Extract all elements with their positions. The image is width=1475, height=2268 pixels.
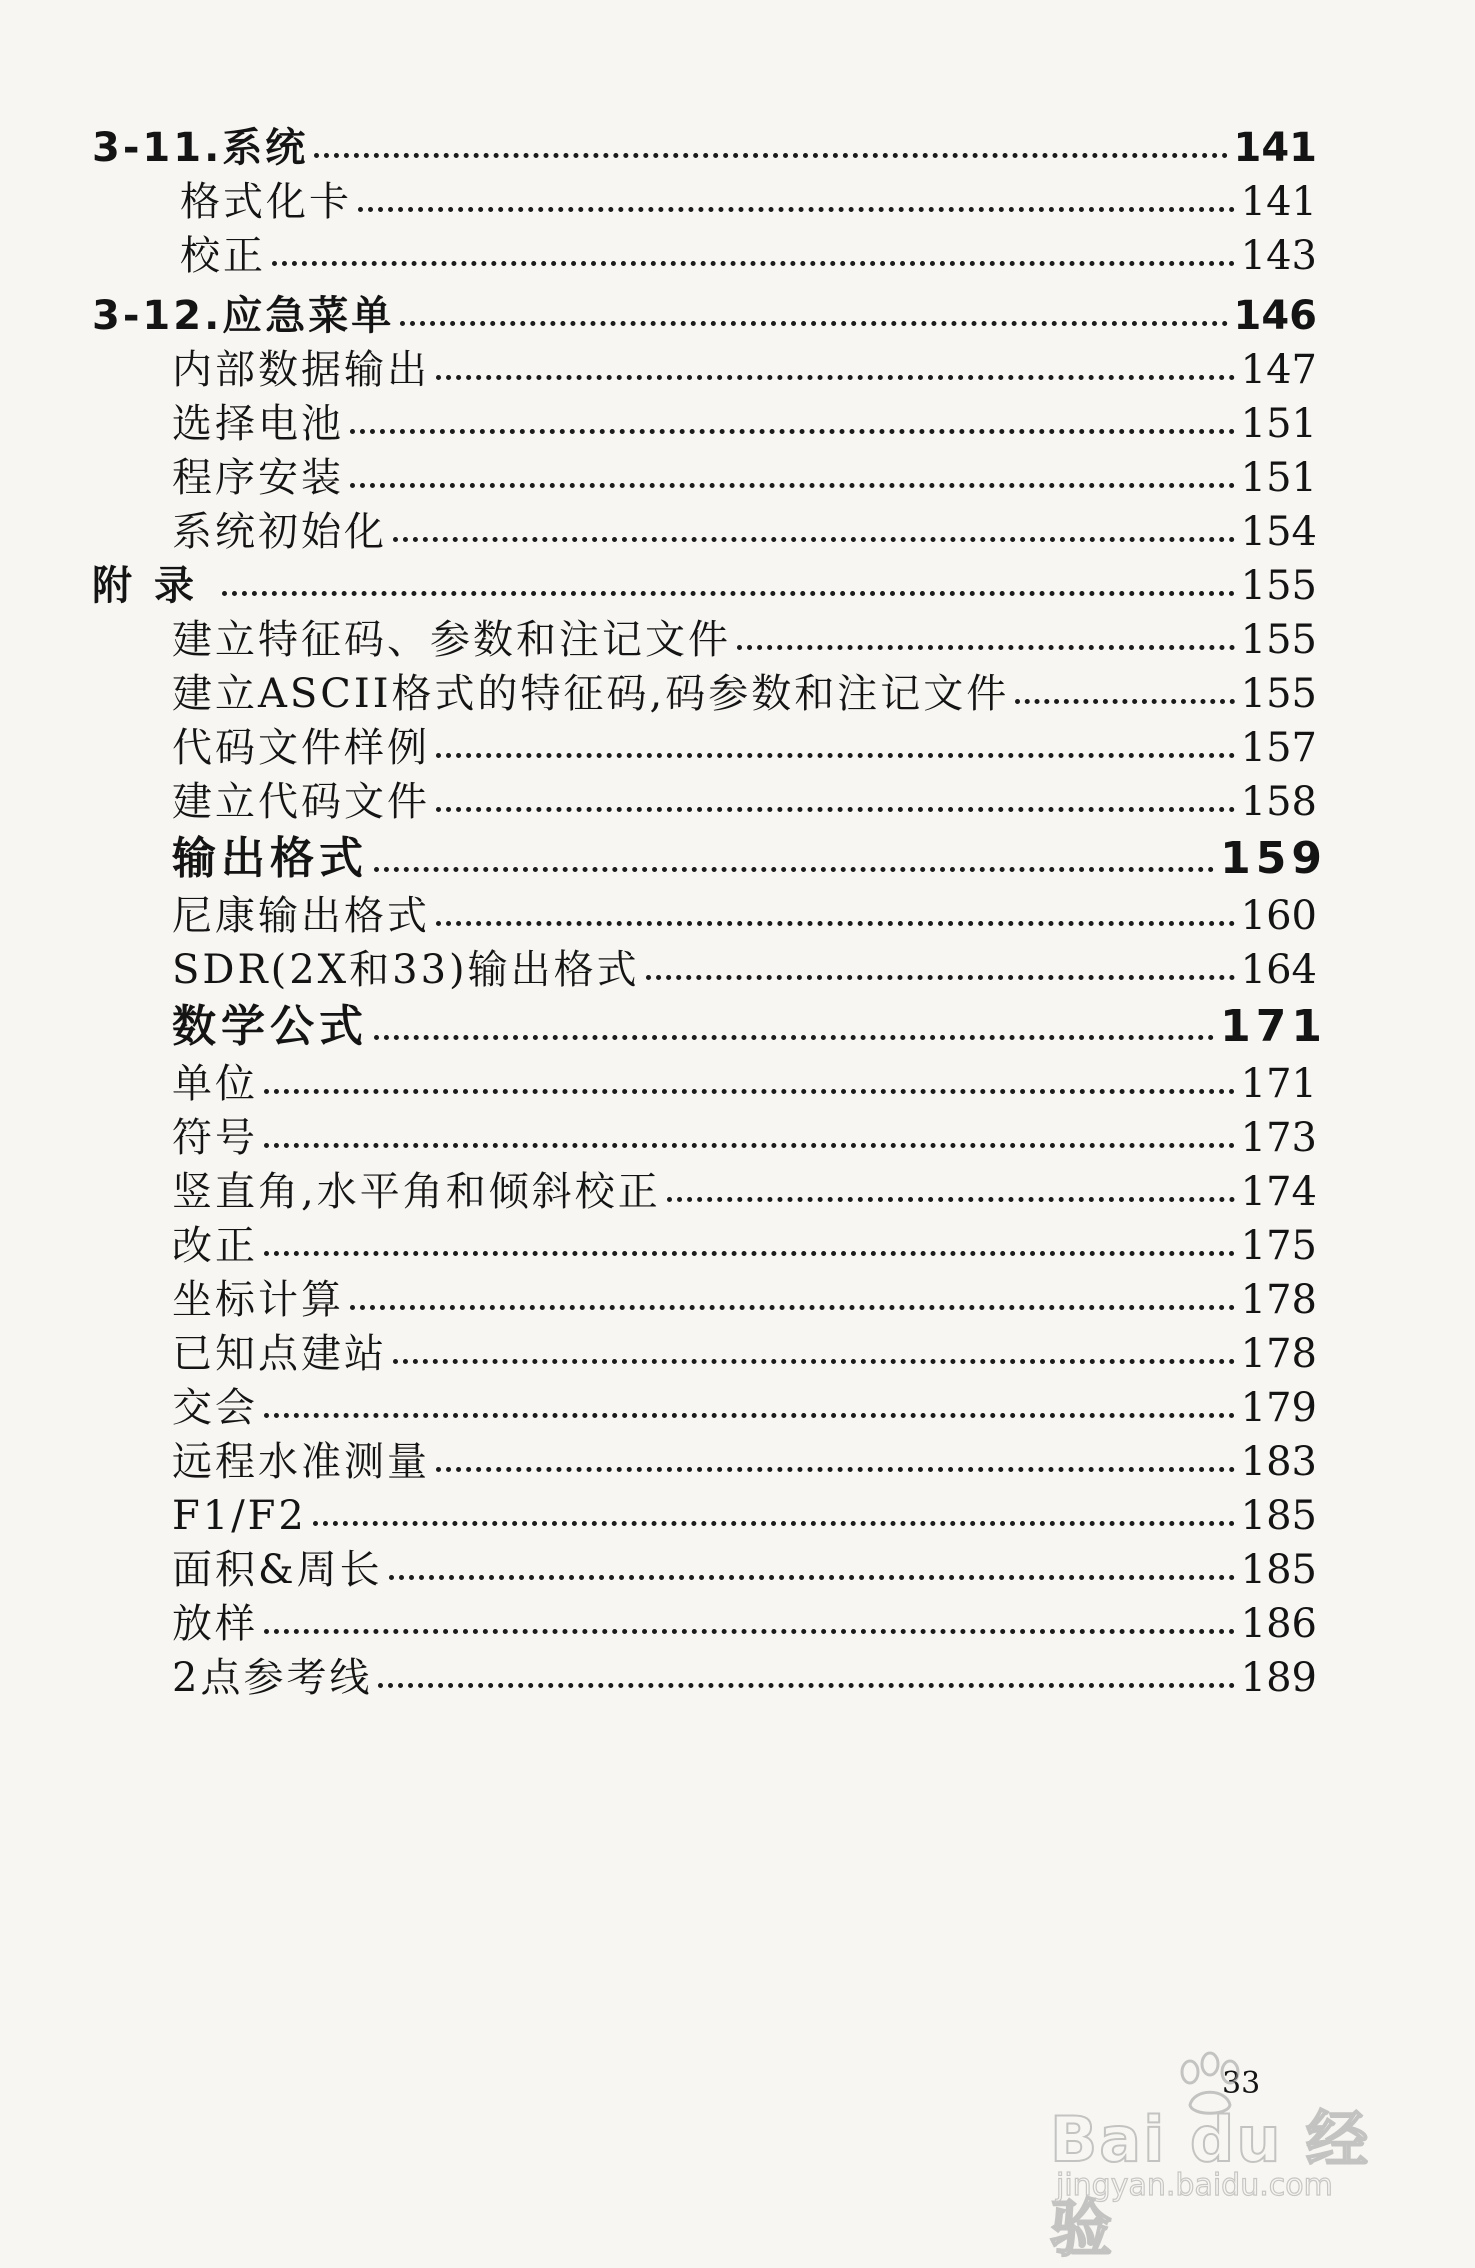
toc-entry xyxy=(172,1648,1317,1702)
toc-entry xyxy=(172,1378,1317,1432)
toc-entry-title: 格式化卡 xyxy=(180,179,352,225)
toc-entry-title: 校正 xyxy=(180,233,266,279)
toc-entry-page: 183 xyxy=(1240,1439,1317,1485)
dot-leader xyxy=(436,346,1235,394)
toc-entry-page: 189 xyxy=(1240,1655,1317,1701)
dot-leader xyxy=(264,1600,1235,1648)
toc-entry-page: 157 xyxy=(1240,725,1317,771)
toc-entry-page: 171 xyxy=(1240,1061,1317,1107)
toc-entry xyxy=(172,772,1317,826)
toc-entry xyxy=(172,448,1317,502)
toc-entry xyxy=(180,226,1317,280)
dot-leader xyxy=(1015,670,1234,718)
toc-entry xyxy=(172,1108,1317,1162)
toc-entry-page: 160 xyxy=(1240,893,1317,939)
toc-entry-title: 远程水准测量 xyxy=(172,1439,430,1485)
dot-leader xyxy=(436,724,1235,772)
dot-leader xyxy=(313,1492,1235,1540)
toc-entry-page: 146 xyxy=(1233,293,1317,339)
page-number: 33 xyxy=(1222,2066,1261,2101)
toc-entry xyxy=(172,664,1317,718)
toc-entry-title: 3-11.系统 xyxy=(92,125,309,171)
toc-entry-page: 151 xyxy=(1240,455,1317,501)
dot-leader xyxy=(393,508,1235,556)
toc-entry-title: 面积&周长 xyxy=(172,1547,383,1593)
toc-entry-page: 173 xyxy=(1240,1115,1317,1161)
toc-entry-title: 建立ASCII格式的特征码,码参数和注记文件 xyxy=(172,671,1010,717)
toc-entry xyxy=(172,1486,1317,1540)
toc-entry-title: 内部数据输出 xyxy=(172,347,430,393)
dot-leader xyxy=(436,892,1235,940)
toc-entry-title: 系统初始化 xyxy=(172,509,387,555)
toc-entry-title: 放样 xyxy=(172,1601,258,1647)
baidu-jingyan-watermark xyxy=(1050,2050,1410,2265)
toc-entry-page: 155 xyxy=(1240,617,1317,663)
toc-entry-page: 141 xyxy=(1233,125,1317,171)
dot-leader xyxy=(393,1330,1235,1378)
toc-entry xyxy=(172,886,1317,940)
dot-leader xyxy=(436,1438,1235,1486)
dot-leader xyxy=(264,1384,1235,1432)
toc-entry-page: 186 xyxy=(1240,1601,1317,1647)
toc-entry xyxy=(172,718,1317,772)
dot-leader xyxy=(737,616,1235,664)
toc-entry xyxy=(172,1432,1317,1486)
toc-entry-title: 2点参考线 xyxy=(172,1655,373,1701)
toc-entry xyxy=(92,118,1317,172)
toc-entry-page: 185 xyxy=(1240,1493,1317,1539)
dot-leader xyxy=(400,292,1227,340)
toc-entry xyxy=(92,556,1317,610)
dot-leader xyxy=(264,1060,1235,1108)
toc-entry-title: 单位 xyxy=(172,1061,258,1107)
dot-leader xyxy=(222,562,1235,610)
toc-entry-title: SDR(2X和33)输出格式 xyxy=(172,947,640,993)
toc-entry-title: 建立特征码、参数和注记文件 xyxy=(172,617,731,663)
watermark-site: jingyan.baidu.com xyxy=(1056,2168,1333,2203)
toc-entry xyxy=(172,340,1317,394)
table-of-contents xyxy=(0,118,1475,1702)
dot-leader xyxy=(389,1546,1235,1594)
dot-leader xyxy=(374,1006,1214,1054)
toc-entry xyxy=(172,994,1327,1054)
toc-entry xyxy=(172,1162,1317,1216)
toc-entry-title: 符号 xyxy=(172,1115,258,1161)
dot-leader xyxy=(436,778,1235,826)
dot-leader xyxy=(314,124,1227,172)
dot-leader xyxy=(350,454,1235,502)
toc-entry-page: 155 xyxy=(1240,563,1317,609)
toc-entry xyxy=(172,1216,1317,1270)
toc-entry-title: 附录 xyxy=(92,563,216,609)
toc-entry-title: 代码文件样例 xyxy=(172,725,430,771)
toc-entry xyxy=(180,172,1317,226)
toc-entry-title: 输出格式 xyxy=(172,833,368,884)
toc-entry-title: 坐标计算 xyxy=(172,1277,344,1323)
toc-entry-page: 141 xyxy=(1240,179,1317,225)
toc-entry-page: 164 xyxy=(1240,947,1317,993)
toc-entry-page: 159 xyxy=(1220,833,1327,884)
toc-entry-page: 175 xyxy=(1240,1223,1317,1269)
toc-entry xyxy=(92,286,1317,340)
dot-leader xyxy=(350,400,1235,448)
toc-entry-page: 178 xyxy=(1240,1331,1317,1377)
toc-entry-page: 178 xyxy=(1240,1277,1317,1323)
toc-entry-title: 建立代码文件 xyxy=(172,779,430,825)
toc-entry-title: 改正 xyxy=(172,1223,258,1269)
toc-entry xyxy=(172,394,1317,448)
toc-entry-title: F1/F2 xyxy=(172,1493,307,1539)
toc-entry-page: 185 xyxy=(1240,1547,1317,1593)
toc-entry-title: 程序安装 xyxy=(172,455,344,501)
toc-entry xyxy=(172,1324,1317,1378)
toc-entry xyxy=(172,1054,1317,1108)
toc-entry-title: 数学公式 xyxy=(172,1001,368,1052)
toc-entry xyxy=(172,1540,1317,1594)
toc-entry-page: 154 xyxy=(1240,509,1317,555)
toc-entry-page: 174 xyxy=(1240,1169,1317,1215)
watermark-brand: Bai du 经验 xyxy=(1050,2103,1371,2265)
toc-entry-page: 143 xyxy=(1240,233,1317,279)
dot-leader xyxy=(667,1168,1235,1216)
dot-leader xyxy=(358,178,1235,226)
dot-leader xyxy=(646,946,1235,994)
dot-leader xyxy=(374,838,1214,886)
toc-entry xyxy=(172,826,1327,886)
toc-entry-title: 已知点建站 xyxy=(172,1331,387,1377)
toc-entry-page: 151 xyxy=(1240,401,1317,447)
toc-entry xyxy=(172,1594,1317,1648)
toc-entry-title: 3-12.应急菜单 xyxy=(92,293,395,339)
toc-entry xyxy=(172,940,1317,994)
dot-leader xyxy=(264,1222,1235,1270)
toc-entry-page: 171 xyxy=(1220,1001,1327,1052)
toc-entry-title: 交会 xyxy=(172,1385,258,1431)
dot-leader xyxy=(378,1654,1234,1702)
dot-leader xyxy=(350,1276,1235,1324)
toc-entry xyxy=(172,502,1317,556)
dot-leader xyxy=(272,232,1235,280)
toc-entry-page: 158 xyxy=(1240,779,1317,825)
toc-entry-title: 竖直角,水平角和倾斜校正 xyxy=(172,1169,661,1215)
toc-entry-title: 选择电池 xyxy=(172,401,344,447)
dot-leader xyxy=(264,1114,1235,1162)
toc-entry-page: 147 xyxy=(1240,347,1317,393)
toc-entry-page: 155 xyxy=(1240,671,1317,717)
toc-entry-title: 尼康输出格式 xyxy=(172,893,430,939)
toc-entry-page: 179 xyxy=(1240,1385,1317,1431)
toc-entry xyxy=(172,610,1317,664)
toc-entry xyxy=(172,1270,1317,1324)
